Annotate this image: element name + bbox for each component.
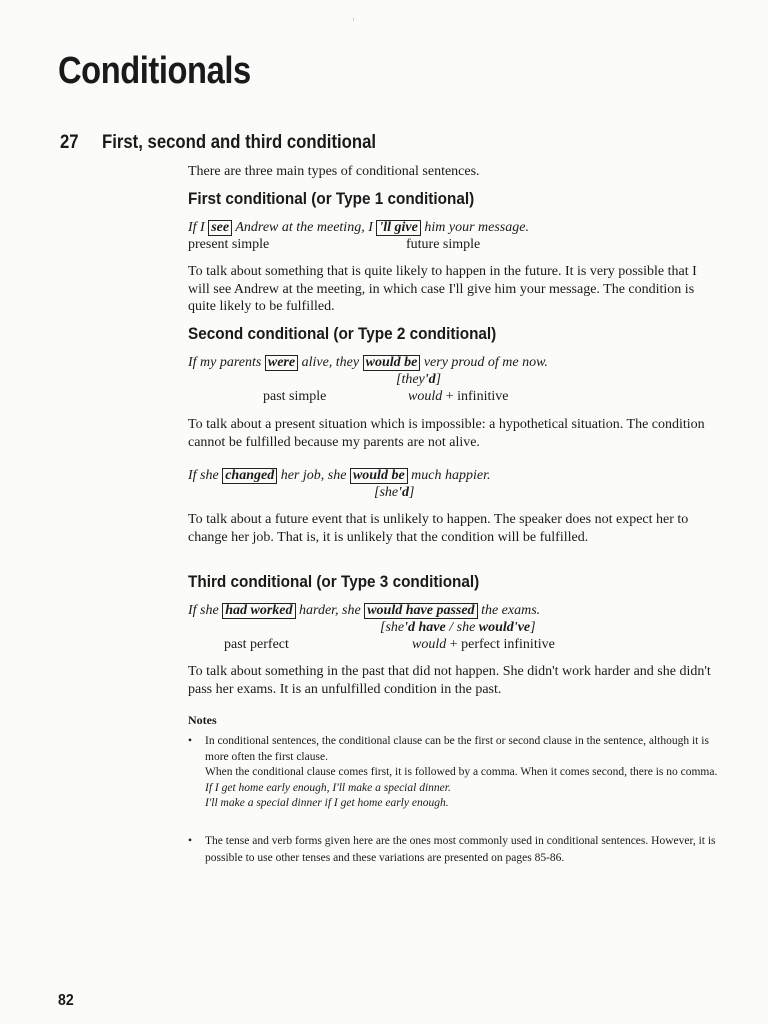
example-text: him your message. (420, 220, 529, 235)
unit-number: 27 (60, 132, 79, 153)
third-explanation: To talk about something in the past that did not happen. She didn't work harder and she didn't pass her exams. It is an unfulfilled condition in the past. (188, 664, 711, 697)
first-example (188, 220, 529, 236)
second-example-1 (188, 355, 548, 371)
notes-title: Notes (188, 713, 217, 727)
second-example-2 (188, 468, 491, 484)
label-italic: would (412, 637, 447, 652)
verb-box: had worked (222, 603, 295, 619)
contraction-bold: 'd (424, 372, 436, 387)
tense-label (408, 389, 508, 405)
example-text: If she (188, 603, 223, 618)
note-example: If I get home early enough, I'll make a special dinner. (205, 781, 451, 794)
verb-box: changed (222, 468, 277, 484)
tense-label (412, 637, 555, 653)
bullet-icon: • (188, 735, 193, 747)
second-explanation-2: To talk about a future event that is unlikely to happen. The speaker does not expect her to change her job. That is, it is unlikely that the condition will be fulfilled. (188, 512, 689, 545)
contraction-bold: 'd (398, 485, 410, 500)
verb-box: would be (350, 468, 408, 484)
tense-label: past perfect (224, 637, 289, 652)
contraction-text: ] (409, 485, 415, 500)
bullet-icon: • (188, 835, 193, 847)
example-text: alive, they (298, 355, 363, 370)
note-item (188, 833, 728, 867)
note-example: I'll make a special dinner if I get home early enough. (205, 797, 449, 809)
example-text: If she (188, 468, 223, 483)
example-text: much happier. (407, 468, 491, 483)
verb-box: were (265, 355, 298, 371)
contraction-note (380, 620, 536, 636)
page-number: 82 (58, 992, 74, 1009)
contraction-text: [she (374, 485, 399, 500)
intro-text: There are three main types of conditional sentences. (188, 164, 480, 179)
verb-box: would have passed (364, 603, 477, 619)
contraction-text: ] (435, 372, 442, 387)
first-explanation: To talk about something that is quite likely to happen in the future. It is very possible that I will see Andrew at the meeting, in which case I'll give him your message. The condition is quite likely to be fulfilled. (188, 264, 697, 314)
label-text: + perfect infinitive (446, 637, 555, 652)
tense-label: past simple (263, 389, 327, 404)
third-conditional-heading: Third conditional (or Type 3 conditional) (188, 572, 480, 591)
third-example (188, 603, 540, 619)
example-text: If I (188, 220, 209, 235)
contraction-note (396, 372, 441, 388)
verb-box: would be (363, 355, 421, 371)
contraction-bold: would've (478, 620, 531, 635)
tense-label: present simple (188, 237, 270, 252)
note-item (188, 734, 728, 812)
scan-speck (353, 18, 354, 21)
contraction-text: [they (396, 372, 425, 387)
example-text: Andrew at the meeting, I (232, 220, 377, 235)
example-text: her job, she (277, 468, 350, 483)
example-text: very proud of me now. (420, 355, 548, 370)
tense-label: future simple (406, 237, 481, 252)
second-explanation-1: To talk about a present situation which is impossible: a hypothetical situation. The condition cannot be fulfilled because my parents are not alive. (188, 417, 705, 450)
contraction-note (374, 485, 414, 501)
note-text: When the conditional clause comes first, it is followed by a comma. When it comes second, there is no comma. (205, 766, 718, 778)
example-text: harder, she (295, 603, 365, 618)
contraction-bold: 'd have (404, 620, 446, 635)
unit-title: First, second and third conditional (102, 132, 377, 153)
first-conditional-heading: First conditional (or Type 1 conditional) (188, 189, 475, 208)
note-text: In conditional sentences, the conditional clause can be the first or second clause in the sentence, although it is more often the first clause. (205, 735, 709, 763)
label-italic: would (408, 389, 443, 404)
contraction-text: [she (380, 620, 405, 635)
example-text: If my parents (188, 355, 265, 370)
second-conditional-heading: Second conditional (or Type 2 conditional) (188, 324, 497, 343)
example-text: the exams. (477, 603, 541, 618)
chapter-title: Conditionals (58, 50, 251, 92)
verb-box: 'll give (376, 220, 421, 236)
contraction-text: ] (530, 620, 536, 635)
label-text: + infinitive (442, 389, 509, 404)
verb-box: see (208, 220, 232, 236)
contraction-text: / she (445, 620, 479, 635)
note-text: The tense and verb forms given here are the ones most commonly used in conditional sentences. However, it is possible to use other tenses and these variations are presented on pages 85-86. (205, 835, 716, 864)
